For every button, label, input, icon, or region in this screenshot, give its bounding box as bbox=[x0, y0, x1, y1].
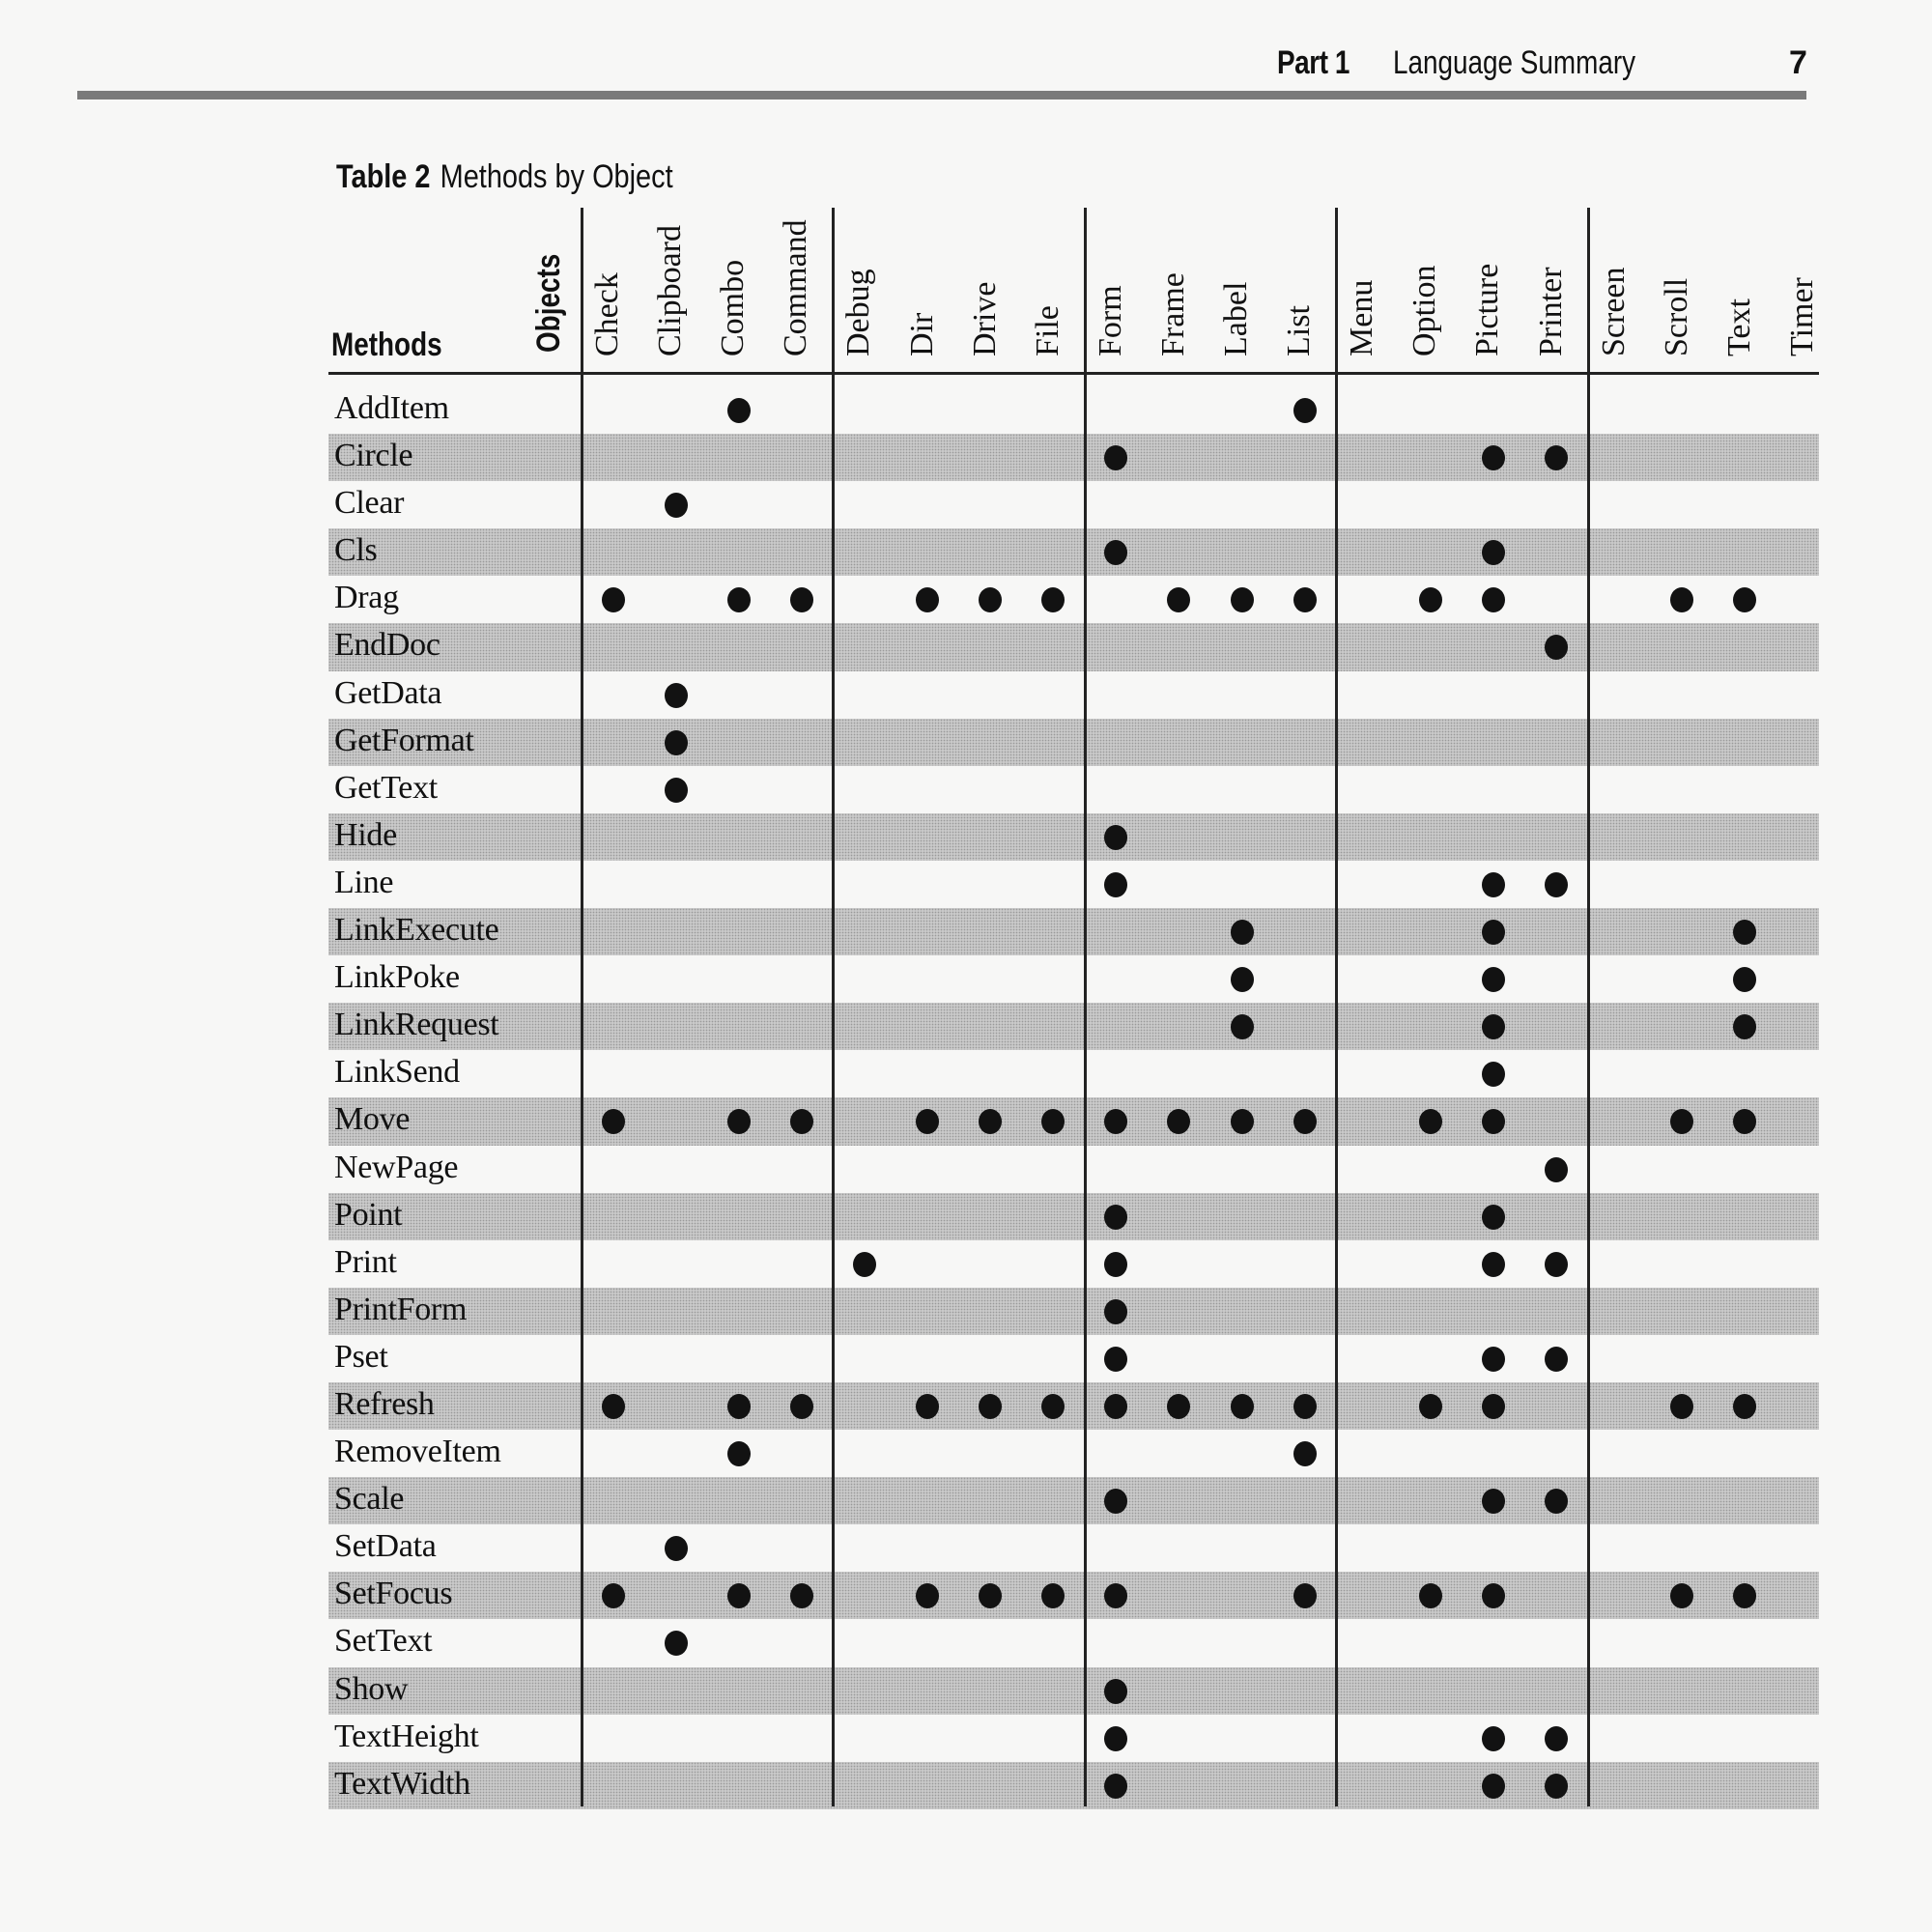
bullet-dot-icon bbox=[1482, 1726, 1505, 1751]
method-name: Line bbox=[334, 864, 394, 900]
method-name: LinkRequest bbox=[334, 1007, 499, 1043]
bullet-dot-icon bbox=[979, 1394, 1002, 1419]
bullet-dot-icon bbox=[1104, 1252, 1127, 1277]
column-header-menu bbox=[1336, 202, 1399, 356]
column-header-picture bbox=[1462, 202, 1524, 356]
column-header-label: Form bbox=[1092, 285, 1128, 356]
table-row bbox=[328, 386, 1819, 434]
column-header-label: Frame bbox=[1154, 272, 1191, 356]
bullet-dot-icon bbox=[1482, 1774, 1505, 1799]
bullet-dot-icon bbox=[1482, 540, 1505, 565]
methods-axis-label: Methods bbox=[331, 327, 442, 363]
bullet-dot-icon bbox=[727, 398, 751, 423]
column-header-list bbox=[1273, 202, 1336, 356]
bullet-dot-icon bbox=[1104, 1679, 1127, 1704]
bullet-dot-icon bbox=[1482, 1109, 1505, 1134]
bullet-dot-icon bbox=[790, 1109, 813, 1134]
table-row bbox=[328, 1572, 1819, 1619]
bullet-dot-icon bbox=[1041, 1109, 1065, 1134]
bullet-dot-icon bbox=[1041, 587, 1065, 612]
bullet-dot-icon bbox=[1104, 1109, 1127, 1134]
bullet-dot-icon bbox=[602, 1109, 625, 1134]
table-row bbox=[328, 1193, 1819, 1240]
column-header-combo bbox=[707, 202, 770, 356]
bullet-dot-icon bbox=[1670, 1394, 1693, 1419]
column-group-divider bbox=[1587, 208, 1590, 1806]
bullet-dot-icon bbox=[665, 493, 688, 518]
bullet-dot-icon bbox=[979, 1109, 1002, 1134]
column-header-option bbox=[1399, 202, 1462, 356]
bullet-dot-icon bbox=[1231, 1109, 1254, 1134]
table-row bbox=[328, 1762, 1819, 1809]
column-header-label: Command bbox=[778, 219, 814, 356]
method-name: SetText bbox=[334, 1623, 433, 1660]
bullet-dot-icon bbox=[1482, 920, 1505, 945]
method-name: LinkSend bbox=[334, 1054, 460, 1091]
bullet-dot-icon bbox=[1167, 1394, 1190, 1419]
column-header-file bbox=[1022, 202, 1085, 356]
bullet-dot-icon bbox=[1104, 1347, 1127, 1372]
bullet-dot-icon bbox=[1231, 920, 1254, 945]
bullet-dot-icon bbox=[1104, 540, 1127, 565]
table-title: Methods by Object bbox=[440, 158, 673, 195]
method-name: TextWidth bbox=[334, 1765, 470, 1802]
column-header-label: Option bbox=[1406, 265, 1443, 356]
bullet-dot-icon bbox=[1041, 1394, 1065, 1419]
bullet-dot-icon bbox=[665, 683, 688, 708]
table-row bbox=[328, 1524, 1819, 1572]
bullet-dot-icon bbox=[1733, 920, 1756, 945]
bullet-dot-icon bbox=[1482, 1205, 1505, 1230]
table-row bbox=[328, 1430, 1819, 1477]
bullet-dot-icon bbox=[1293, 1441, 1317, 1466]
column-header-form bbox=[1085, 202, 1148, 356]
bullet-dot-icon bbox=[1545, 872, 1568, 897]
column-header-printer bbox=[1525, 202, 1588, 356]
bullet-dot-icon bbox=[1482, 1014, 1505, 1039]
bullet-dot-icon bbox=[1167, 1109, 1190, 1134]
method-name: Show bbox=[334, 1670, 409, 1707]
bullet-dot-icon bbox=[1167, 587, 1190, 612]
method-name: Drag bbox=[334, 580, 399, 616]
table-row bbox=[328, 1288, 1819, 1335]
column-header-label: List bbox=[1281, 305, 1318, 356]
method-name: GetText bbox=[334, 769, 438, 806]
method-name: Refresh bbox=[334, 1385, 435, 1422]
bullet-dot-icon bbox=[1231, 967, 1254, 992]
table-row bbox=[328, 1619, 1819, 1666]
table-row bbox=[328, 1050, 1819, 1097]
bullet-dot-icon bbox=[979, 587, 1002, 612]
table-body bbox=[328, 374, 1819, 1809]
bullet-dot-icon bbox=[1104, 1299, 1127, 1324]
bullet-dot-icon bbox=[916, 1109, 939, 1134]
table-row bbox=[328, 1382, 1819, 1430]
method-name: EndDoc bbox=[334, 627, 440, 664]
method-name: SetData bbox=[334, 1528, 437, 1565]
column-header-screen bbox=[1588, 202, 1651, 356]
column-header-label: Combo bbox=[715, 259, 752, 356]
bullet-dot-icon bbox=[727, 1441, 751, 1466]
bullet-dot-icon bbox=[1231, 1394, 1254, 1419]
bullet-dot-icon bbox=[1104, 1774, 1127, 1799]
bullet-dot-icon bbox=[602, 587, 625, 612]
bullet-dot-icon bbox=[1482, 1062, 1505, 1087]
table-header bbox=[328, 208, 1819, 374]
method-name: LinkExecute bbox=[334, 912, 499, 949]
table-row bbox=[328, 1667, 1819, 1715]
column-header-dir bbox=[896, 202, 959, 356]
methods-by-object-table bbox=[328, 208, 1819, 1809]
column-header-label: Picture bbox=[1469, 263, 1506, 356]
bullet-dot-icon bbox=[1482, 967, 1505, 992]
method-name: PrintForm bbox=[334, 1291, 468, 1327]
bullet-dot-icon bbox=[1104, 1394, 1127, 1419]
column-group-divider bbox=[581, 208, 583, 1806]
part-label: Part 1 bbox=[1277, 44, 1350, 81]
header-rule bbox=[77, 91, 1806, 99]
column-header-label: Label bbox=[1218, 281, 1254, 356]
column-header-label: Check bbox=[589, 272, 625, 356]
table-row bbox=[328, 481, 1819, 528]
bullet-dot-icon bbox=[1293, 1583, 1317, 1608]
method-name: TextHeight bbox=[334, 1718, 479, 1754]
bullet-dot-icon bbox=[1482, 1583, 1505, 1608]
method-name: LinkPoke bbox=[334, 959, 460, 996]
bullet-dot-icon bbox=[1482, 587, 1505, 612]
bullet-dot-icon bbox=[1482, 1489, 1505, 1514]
bullet-dot-icon bbox=[1545, 1157, 1568, 1182]
bullet-dot-icon bbox=[1733, 1109, 1756, 1134]
column-header-drive bbox=[959, 202, 1022, 356]
column-header-label: Drive bbox=[966, 281, 1003, 356]
bullet-dot-icon bbox=[1545, 1774, 1568, 1799]
column-header-label: Text bbox=[1720, 298, 1757, 356]
bullet-dot-icon bbox=[790, 1394, 813, 1419]
bullet-dot-icon bbox=[727, 1394, 751, 1419]
bullet-dot-icon bbox=[602, 1394, 625, 1419]
bullet-dot-icon bbox=[1545, 635, 1568, 660]
method-name: Print bbox=[334, 1243, 397, 1280]
bullet-dot-icon bbox=[790, 587, 813, 612]
bullet-dot-icon bbox=[790, 1583, 813, 1608]
bullet-dot-icon bbox=[1733, 1014, 1756, 1039]
bullet-dot-icon bbox=[1419, 1109, 1442, 1134]
method-name: Circle bbox=[334, 438, 413, 474]
table-row bbox=[328, 576, 1819, 623]
bullet-dot-icon bbox=[1545, 445, 1568, 470]
method-name: RemoveItem bbox=[334, 1434, 501, 1470]
column-header-label: Printer bbox=[1532, 267, 1569, 356]
bullet-dot-icon bbox=[1419, 1394, 1442, 1419]
method-name: Cls bbox=[334, 532, 378, 569]
column-header-debug bbox=[833, 202, 895, 356]
method-name: Scale bbox=[334, 1481, 405, 1518]
table-caption bbox=[336, 158, 673, 196]
bullet-dot-icon bbox=[1231, 587, 1254, 612]
column-header-timer bbox=[1776, 202, 1839, 356]
bullet-dot-icon bbox=[1231, 1014, 1254, 1039]
bullet-dot-icon bbox=[1733, 1583, 1756, 1608]
bullet-dot-icon bbox=[665, 1536, 688, 1561]
part-title: Language Summary bbox=[1393, 44, 1636, 81]
method-name: GetFormat bbox=[334, 722, 474, 758]
bullet-dot-icon bbox=[602, 1583, 625, 1608]
table-row bbox=[328, 1335, 1819, 1382]
column-group-divider bbox=[832, 208, 835, 1806]
method-name: Pset bbox=[334, 1338, 388, 1375]
column-header-label: Debug bbox=[840, 269, 877, 356]
table-row bbox=[328, 719, 1819, 766]
table-row bbox=[328, 1003, 1819, 1050]
bullet-dot-icon bbox=[979, 1583, 1002, 1608]
bullet-dot-icon bbox=[1482, 1394, 1505, 1419]
bullet-dot-icon bbox=[916, 587, 939, 612]
running-head bbox=[0, 37, 1816, 85]
bullet-dot-icon bbox=[727, 1109, 751, 1134]
bullet-dot-icon bbox=[1482, 1347, 1505, 1372]
bullet-dot-icon bbox=[1545, 1252, 1568, 1277]
column-header-label: Screen bbox=[1595, 267, 1632, 356]
method-name: SetFocus bbox=[334, 1576, 453, 1612]
column-header-label: Dir bbox=[903, 312, 940, 356]
method-name: Move bbox=[334, 1101, 411, 1138]
bullet-dot-icon bbox=[1733, 587, 1756, 612]
bullet-dot-icon bbox=[1104, 1726, 1127, 1751]
bullet-dot-icon bbox=[1104, 825, 1127, 850]
bullet-dot-icon bbox=[1419, 1583, 1442, 1608]
table-row bbox=[328, 623, 1819, 670]
bullet-dot-icon bbox=[1733, 967, 1756, 992]
column-header-frame bbox=[1148, 202, 1210, 356]
table-row bbox=[328, 1097, 1819, 1145]
method-name: Point bbox=[334, 1196, 403, 1233]
table-row bbox=[328, 1240, 1819, 1288]
column-header-command bbox=[770, 202, 833, 356]
bullet-dot-icon bbox=[665, 778, 688, 803]
bullet-dot-icon bbox=[1670, 587, 1693, 612]
bullet-dot-icon bbox=[1733, 1394, 1756, 1419]
method-name: NewPage bbox=[334, 1149, 459, 1185]
method-name: AddItem bbox=[334, 390, 449, 426]
bullet-dot-icon bbox=[1293, 398, 1317, 423]
objects-axis-label-text: Objects bbox=[530, 253, 567, 353]
bullet-dot-icon bbox=[1545, 1347, 1568, 1372]
column-group-divider bbox=[1084, 208, 1087, 1806]
table-number: Table 2 bbox=[336, 158, 431, 195]
bullet-dot-icon bbox=[727, 587, 751, 612]
page-number: 7 bbox=[1789, 44, 1807, 81]
bullet-dot-icon bbox=[1545, 1489, 1568, 1514]
bullet-dot-icon bbox=[916, 1583, 939, 1608]
bullet-dot-icon bbox=[727, 1583, 751, 1608]
bullet-dot-icon bbox=[1545, 1726, 1568, 1751]
column-header-label: Clipboard bbox=[652, 225, 689, 356]
bullet-dot-icon bbox=[665, 1631, 688, 1656]
objects-axis-label bbox=[531, 217, 570, 353]
method-name: Hide bbox=[334, 816, 397, 853]
method-name: Clear bbox=[334, 485, 405, 522]
column-header-label: Scroll bbox=[1658, 277, 1694, 356]
column-header-label: Menu bbox=[1344, 279, 1380, 356]
table-row bbox=[328, 1715, 1819, 1762]
table-row bbox=[328, 1477, 1819, 1524]
bullet-dot-icon bbox=[1293, 1394, 1317, 1419]
bullet-dot-icon bbox=[1104, 1583, 1127, 1608]
bullet-dot-icon bbox=[1482, 445, 1505, 470]
bullet-dot-icon bbox=[1670, 1583, 1693, 1608]
method-name: GetData bbox=[334, 674, 442, 711]
table-row bbox=[328, 434, 1819, 481]
column-header-label bbox=[1210, 202, 1273, 356]
bullet-dot-icon bbox=[1482, 872, 1505, 897]
table-row bbox=[328, 528, 1819, 576]
table-row bbox=[328, 955, 1819, 1003]
bullet-dot-icon bbox=[1419, 587, 1442, 612]
bullet-dot-icon bbox=[1293, 587, 1317, 612]
column-header-check bbox=[582, 202, 644, 356]
bullet-dot-icon bbox=[1104, 1489, 1127, 1514]
table-row bbox=[328, 766, 1819, 813]
column-header-label: File bbox=[1029, 305, 1065, 356]
bullet-dot-icon bbox=[1104, 1205, 1127, 1230]
table-row bbox=[328, 671, 1819, 719]
table-row bbox=[328, 1146, 1819, 1193]
column-group-divider bbox=[1335, 208, 1338, 1806]
bullet-dot-icon bbox=[1041, 1583, 1065, 1608]
bullet-dot-icon bbox=[1670, 1109, 1693, 1134]
column-header-clipboard bbox=[644, 202, 707, 356]
bullet-dot-icon bbox=[665, 730, 688, 755]
bullet-dot-icon bbox=[1104, 445, 1127, 470]
bullet-dot-icon bbox=[916, 1394, 939, 1419]
column-header-label: Timer bbox=[1783, 277, 1820, 356]
column-header-scroll bbox=[1651, 202, 1714, 356]
column-header-text bbox=[1714, 202, 1776, 356]
bullet-dot-icon bbox=[853, 1252, 876, 1277]
bullet-dot-icon bbox=[1482, 1252, 1505, 1277]
bullet-dot-icon bbox=[1104, 872, 1127, 897]
table-row bbox=[328, 813, 1819, 861]
table-row bbox=[328, 861, 1819, 908]
table-row bbox=[328, 908, 1819, 955]
bullet-dot-icon bbox=[1293, 1109, 1317, 1134]
